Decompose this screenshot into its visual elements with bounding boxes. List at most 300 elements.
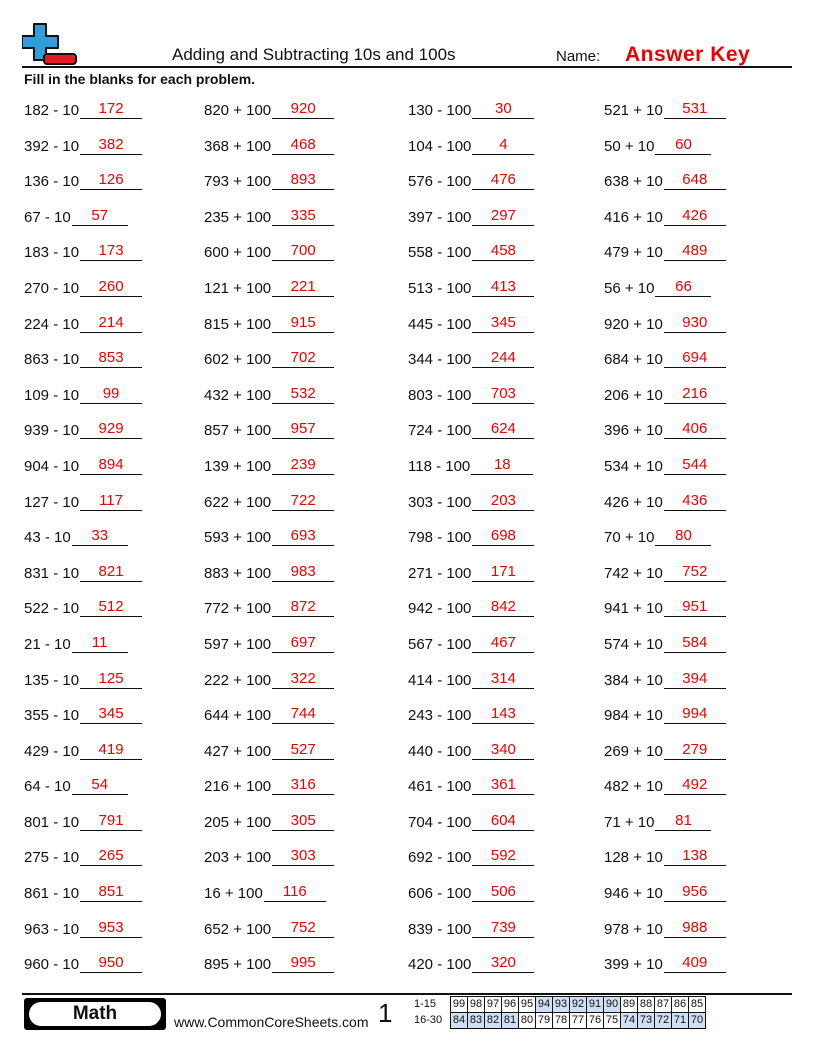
key-cell: 79 xyxy=(536,1013,553,1029)
answer-blank[interactable]: 382 xyxy=(80,137,142,155)
key-cell: 99 xyxy=(451,997,468,1013)
problem-question: 183 - 10 xyxy=(24,244,80,262)
problem xyxy=(408,848,534,866)
problem-question: 269 + 10 xyxy=(604,742,663,760)
answer-blank[interactable]: 171 xyxy=(472,564,534,582)
answer-blank[interactable]: 604 xyxy=(472,813,534,831)
problem xyxy=(408,884,534,902)
answer-blank[interactable]: 994 xyxy=(664,706,726,724)
answer-blank[interactable]: 18 xyxy=(471,457,533,475)
problem xyxy=(604,955,726,973)
problem-question: 801 - 10 xyxy=(24,813,80,831)
problem-question: 820 + 100 xyxy=(204,102,272,119)
answer-blank[interactable]: 468 xyxy=(272,137,334,155)
answer-blank[interactable]: 81 xyxy=(655,813,711,831)
problem-question: 128 + 10 xyxy=(604,849,663,867)
problem-question: 600 + 100 xyxy=(204,244,272,262)
answer-blank[interactable]: 335 xyxy=(272,208,334,226)
answer-blank[interactable]: 492 xyxy=(664,777,726,795)
answer-blank[interactable]: 506 xyxy=(472,884,534,902)
problem xyxy=(204,315,334,333)
answer-blank[interactable]: 173 xyxy=(80,243,142,261)
problem xyxy=(204,599,334,617)
problem xyxy=(604,706,726,724)
answer-blank[interactable]: 305 xyxy=(272,813,334,831)
problem-question: 793 + 100 xyxy=(204,173,272,191)
problem xyxy=(204,386,334,404)
problem-question: 445 - 100 xyxy=(408,315,472,333)
answer-blank[interactable]: 426 xyxy=(664,208,726,226)
problem xyxy=(204,777,334,795)
problem xyxy=(24,920,142,938)
key-cell: 82 xyxy=(485,1013,502,1029)
answer-blank[interactable]: 584 xyxy=(664,635,726,653)
problem-question: 355 - 10 xyxy=(24,707,80,725)
answer-blank[interactable]: 322 xyxy=(272,671,334,689)
problem-question: 222 + 100 xyxy=(204,671,272,689)
key-cell: 78 xyxy=(553,1013,570,1029)
answer-blank[interactable]: 703 xyxy=(472,386,534,404)
problem xyxy=(24,137,142,155)
problem xyxy=(24,955,142,973)
key-cell: 70 xyxy=(689,1013,706,1029)
key-cell: 93 xyxy=(553,997,570,1013)
subject-badge xyxy=(24,998,166,1030)
answer-blank[interactable]: 752 xyxy=(664,564,726,582)
answer-blank[interactable]: 345 xyxy=(80,706,142,724)
answer-blank[interactable]: 693 xyxy=(272,528,334,546)
problem-row xyxy=(24,381,804,417)
problem-question: 127 - 10 xyxy=(24,493,80,511)
problem-row xyxy=(24,737,804,773)
key-cell: 77 xyxy=(570,1013,587,1029)
problem-question: 772 + 100 xyxy=(204,600,272,618)
problem xyxy=(204,742,334,760)
problem-question: 121 + 100 xyxy=(204,279,272,297)
problem-row xyxy=(24,808,804,844)
problem-question: 576 - 100 xyxy=(408,173,472,191)
problem xyxy=(408,564,534,582)
answer-blank[interactable]: 983 xyxy=(272,564,334,582)
answer-blank[interactable]: 117 xyxy=(80,493,142,511)
answer-blank[interactable]: 203 xyxy=(472,493,534,511)
problem-question: 742 + 10 xyxy=(604,564,663,582)
problem xyxy=(408,315,534,333)
answer-blank[interactable]: 592 xyxy=(472,848,534,866)
problem-question: 414 - 100 xyxy=(408,671,472,689)
problem xyxy=(204,493,334,511)
problem-question: 978 + 10 xyxy=(604,920,663,938)
answer-blank[interactable]: 893 xyxy=(272,172,334,190)
answer-blank[interactable]: 700 xyxy=(272,243,334,261)
answer-blank[interactable]: 221 xyxy=(272,279,334,297)
answer-blank[interactable]: 239 xyxy=(272,457,334,475)
problem xyxy=(24,243,142,261)
problem xyxy=(408,279,534,297)
answer-blank[interactable]: 915 xyxy=(272,315,334,333)
problem-question: 798 - 100 xyxy=(408,529,472,547)
problem-question: 942 - 100 xyxy=(408,600,472,618)
problem xyxy=(204,884,326,902)
answer-blank[interactable]: 33 xyxy=(72,528,128,546)
problem-question: 216 + 100 xyxy=(204,778,272,796)
problem xyxy=(408,920,534,938)
problem-question: 839 - 100 xyxy=(408,920,472,938)
answer-blank[interactable]: 739 xyxy=(472,920,534,938)
problem-question: 235 + 100 xyxy=(204,208,272,226)
problem xyxy=(408,813,534,831)
problem-question: 831 - 10 xyxy=(24,564,80,582)
name-label: Name: xyxy=(556,48,601,65)
problem-question: 724 - 100 xyxy=(408,422,472,440)
problem-question: 71 + 10 xyxy=(604,813,655,831)
problem xyxy=(24,884,142,902)
problem-question: 109 - 10 xyxy=(24,386,80,404)
answer-blank[interactable]: 66 xyxy=(655,279,711,297)
problem xyxy=(24,528,128,546)
answer-blank[interactable]: 409 xyxy=(664,955,726,973)
answer-blank[interactable]: 722 xyxy=(272,493,334,511)
problem-question: 606 - 100 xyxy=(408,885,472,903)
answer-blank[interactable]: 791 xyxy=(80,813,142,831)
problem-row xyxy=(24,452,804,488)
answer-blank[interactable]: 894 xyxy=(80,457,142,475)
answer-blank[interactable]: 821 xyxy=(80,564,142,582)
problem xyxy=(604,137,711,155)
problem-question: 135 - 10 xyxy=(24,671,80,689)
problem xyxy=(24,777,128,795)
problem-question: 136 - 10 xyxy=(24,173,80,191)
answer-blank[interactable]: 951 xyxy=(664,599,726,617)
answer-blank[interactable]: 752 xyxy=(272,920,334,938)
problem xyxy=(604,457,726,475)
key-cell: 81 xyxy=(502,1013,519,1029)
problem-question: 920 + 10 xyxy=(604,315,663,333)
answer-blank[interactable]: 80 xyxy=(655,528,711,546)
problem-question: 513 - 100 xyxy=(408,279,472,297)
key-table-row xyxy=(451,1013,706,1029)
answer-blank[interactable]: 126 xyxy=(80,172,142,190)
problem-question: 182 - 10 xyxy=(24,102,80,119)
problem xyxy=(604,208,726,226)
answer-blank[interactable]: 345 xyxy=(472,315,534,333)
answer-blank[interactable]: 698 xyxy=(472,528,534,546)
problem xyxy=(604,386,726,404)
problem-question: 243 - 100 xyxy=(408,707,472,725)
problem xyxy=(24,457,142,475)
problem-row xyxy=(24,345,804,381)
problem-question: 429 - 10 xyxy=(24,742,80,760)
key-cell: 75 xyxy=(604,1013,621,1029)
answer-blank[interactable]: 436 xyxy=(664,493,726,511)
problem xyxy=(604,101,726,119)
answer-blank[interactable]: 244 xyxy=(472,350,534,368)
key-row-label: 16-30 xyxy=(414,1014,443,1026)
key-cell: 80 xyxy=(519,1013,536,1029)
problem xyxy=(204,671,334,689)
problem xyxy=(24,706,142,724)
answer-blank[interactable]: 11 xyxy=(72,635,128,653)
problem-question: 574 + 10 xyxy=(604,635,663,653)
problem-question: 652 + 100 xyxy=(204,920,272,938)
answer-blank[interactable]: 851 xyxy=(80,884,142,902)
problem xyxy=(24,172,142,190)
answer-blank[interactable]: 303 xyxy=(272,848,334,866)
answer-blank[interactable]: 214 xyxy=(80,315,142,333)
answer-blank[interactable]: 527 xyxy=(272,742,334,760)
answer-blank[interactable]: 532 xyxy=(272,386,334,404)
problem-question: 946 + 10 xyxy=(604,885,663,903)
answer-blank[interactable]: 956 xyxy=(664,884,726,902)
problem xyxy=(204,243,334,261)
answer-blank[interactable]: 702 xyxy=(272,350,334,368)
problem-question: 883 + 100 xyxy=(204,564,272,582)
problem xyxy=(604,315,726,333)
answer-blank[interactable]: 394 xyxy=(664,671,726,689)
problem xyxy=(408,955,534,973)
problem-question: 963 - 10 xyxy=(24,920,80,938)
answer-blank[interactable]: 316 xyxy=(272,777,334,795)
problem-question: 368 + 100 xyxy=(204,137,272,155)
problem-question: 206 + 10 xyxy=(604,386,663,404)
problem-question: 960 - 10 xyxy=(24,956,80,974)
key-table-row xyxy=(451,997,706,1013)
problem xyxy=(408,671,534,689)
problem xyxy=(24,279,142,297)
answer-key-row-labels xyxy=(414,996,442,1028)
problem xyxy=(408,599,534,617)
problem xyxy=(408,101,534,119)
problem xyxy=(408,742,534,760)
answer-blank[interactable]: 260 xyxy=(80,279,142,297)
answer-blank[interactable]: 419 xyxy=(80,742,142,760)
problem-row xyxy=(24,310,804,346)
problem xyxy=(408,777,534,795)
answer-blank[interactable]: 950 xyxy=(80,955,142,973)
problem-question: 16 + 100 xyxy=(204,885,263,903)
problem xyxy=(204,813,334,831)
answer-blank[interactable]: 216 xyxy=(664,386,726,404)
problem-question: 21 - 10 xyxy=(24,635,71,653)
key-cell: 94 xyxy=(536,997,553,1013)
problem xyxy=(24,848,142,866)
problem-question: 815 + 100 xyxy=(204,315,272,333)
answer-blank[interactable]: 60 xyxy=(655,137,711,155)
subject-label: Math xyxy=(29,1002,161,1026)
answer-blank[interactable]: 476 xyxy=(472,172,534,190)
answer-blank[interactable]: 694 xyxy=(664,350,726,368)
answer-blank[interactable]: 920 xyxy=(272,101,334,119)
problem-question: 224 - 10 xyxy=(24,315,80,333)
key-cell: 76 xyxy=(587,1013,604,1029)
problem-question: 203 + 100 xyxy=(204,849,272,867)
key-cell: 86 xyxy=(672,997,689,1013)
problem xyxy=(24,564,142,582)
problem xyxy=(604,884,726,902)
answer-blank[interactable]: 138 xyxy=(664,848,726,866)
problem-question: 622 + 100 xyxy=(204,493,272,511)
problem xyxy=(24,742,142,760)
problem-question: 593 + 100 xyxy=(204,529,272,547)
answer-blank[interactable]: 512 xyxy=(80,599,142,617)
problem-question: 399 + 10 xyxy=(604,956,663,974)
problem xyxy=(604,671,726,689)
problem xyxy=(408,493,534,511)
problem-question: 861 - 10 xyxy=(24,885,80,903)
problem-question: 432 + 100 xyxy=(204,386,272,404)
problem xyxy=(604,848,726,866)
answer-blank[interactable]: 116 xyxy=(264,884,326,902)
problem xyxy=(604,920,726,938)
problem-question: 597 + 100 xyxy=(204,635,272,653)
problem xyxy=(204,635,334,653)
answer-blank[interactable]: 406 xyxy=(664,421,726,439)
problem-row xyxy=(24,132,804,168)
answer-blank[interactable]: 57 xyxy=(72,208,128,226)
answer-blank[interactable]: 624 xyxy=(472,421,534,439)
problem xyxy=(204,172,334,190)
problem-question: 70 + 10 xyxy=(604,529,655,547)
problem-question: 704 - 100 xyxy=(408,813,472,831)
problem-question: 427 + 100 xyxy=(204,742,272,760)
problem xyxy=(408,350,534,368)
answer-blank[interactable]: 125 xyxy=(80,671,142,689)
problem xyxy=(408,243,534,261)
problem-grid xyxy=(24,96,804,986)
answer-blank[interactable]: 544 xyxy=(664,457,726,475)
problem xyxy=(604,742,726,760)
problem xyxy=(24,421,142,439)
problem-question: 684 + 10 xyxy=(604,351,663,369)
answer-blank[interactable]: 4 xyxy=(472,137,534,155)
answer-blank[interactable]: 297 xyxy=(472,208,534,226)
problem xyxy=(204,457,334,475)
problem-question: 271 - 100 xyxy=(408,564,472,582)
problem xyxy=(204,279,334,297)
problem xyxy=(604,243,726,261)
problem-question: 397 - 100 xyxy=(408,208,472,226)
key-cell: 74 xyxy=(621,1013,638,1029)
problem-question: 270 - 10 xyxy=(24,279,80,297)
problem-question: 558 - 100 xyxy=(408,244,472,262)
problem xyxy=(24,671,142,689)
problem-question: 43 - 10 xyxy=(24,529,71,547)
problem-row xyxy=(24,879,804,915)
answer-blank[interactable]: 531 xyxy=(664,101,726,119)
problem xyxy=(24,493,142,511)
answer-blank[interactable]: 361 xyxy=(472,777,534,795)
problem xyxy=(408,635,534,653)
problem-question: 104 - 100 xyxy=(408,137,472,155)
answer-blank[interactable]: 988 xyxy=(664,920,726,938)
answer-blank[interactable]: 143 xyxy=(472,706,534,724)
answer-blank[interactable]: 320 xyxy=(472,955,534,973)
answer-blank[interactable]: 872 xyxy=(272,599,334,617)
problem xyxy=(24,208,128,226)
problem-question: 56 + 10 xyxy=(604,279,655,297)
problem xyxy=(204,137,334,155)
problem-question: 482 + 10 xyxy=(604,778,663,796)
answer-blank[interactable]: 30 xyxy=(472,101,534,119)
problem-question: 534 + 10 xyxy=(604,457,663,475)
answer-blank[interactable]: 340 xyxy=(472,742,534,760)
problem xyxy=(24,813,142,831)
answer-blank[interactable]: 489 xyxy=(664,243,726,261)
answer-blank[interactable]: 265 xyxy=(80,848,142,866)
key-cell: 96 xyxy=(502,997,519,1013)
key-cell: 91 xyxy=(587,997,604,1013)
answer-blank[interactable]: 744 xyxy=(272,706,334,724)
problem-question: 440 - 100 xyxy=(408,742,472,760)
problem-question: 941 + 10 xyxy=(604,600,663,618)
problem-row xyxy=(24,203,804,239)
answer-blank[interactable]: 648 xyxy=(664,172,726,190)
problem-question: 384 + 10 xyxy=(604,671,663,689)
problem xyxy=(604,350,726,368)
problem xyxy=(24,599,142,617)
problem-question: 392 - 10 xyxy=(24,137,80,155)
problem-question: 67 - 10 xyxy=(24,208,71,226)
problem xyxy=(604,493,726,511)
answer-blank[interactable]: 697 xyxy=(272,635,334,653)
problem xyxy=(24,101,142,119)
answer-blank[interactable]: 995 xyxy=(272,955,334,973)
problem-row xyxy=(24,238,804,274)
problem-row xyxy=(24,96,804,132)
key-cell: 73 xyxy=(638,1013,655,1029)
problem-question: 275 - 10 xyxy=(24,849,80,867)
answer-blank[interactable]: 54 xyxy=(72,777,128,795)
key-cell: 95 xyxy=(519,997,536,1013)
problem-row xyxy=(24,772,804,808)
page-title: Adding and Subtracting 10s and 100s xyxy=(172,45,456,64)
key-cell: 98 xyxy=(468,997,485,1013)
problem xyxy=(408,706,534,724)
problem-question: 50 + 10 xyxy=(604,137,655,155)
instructions: Fill in the blanks for each problem. xyxy=(24,71,256,87)
key-cell: 89 xyxy=(621,997,638,1013)
problem-row xyxy=(24,666,804,702)
answer-blank[interactable]: 314 xyxy=(472,671,534,689)
answer-blank[interactable]: 279 xyxy=(664,742,726,760)
answer-blank[interactable]: 853 xyxy=(80,350,142,368)
problem-question: 522 - 10 xyxy=(24,600,80,618)
problem-question: 692 - 100 xyxy=(408,849,472,867)
answer-blank[interactable]: 413 xyxy=(472,279,534,297)
answer-blank[interactable]: 953 xyxy=(80,920,142,938)
answer-blank[interactable]: 467 xyxy=(472,635,534,653)
score-key-table xyxy=(450,996,706,1029)
answer-blank[interactable]: 458 xyxy=(472,243,534,261)
key-cell: 72 xyxy=(655,1013,672,1029)
answer-key-label: Answer Key xyxy=(625,43,751,66)
problem-question: 863 - 10 xyxy=(24,351,80,369)
problem xyxy=(204,955,334,973)
answer-blank[interactable]: 957 xyxy=(272,421,334,439)
key-cell: 88 xyxy=(638,997,655,1013)
problem-question: 130 - 100 xyxy=(408,102,472,119)
answer-blank[interactable]: 172 xyxy=(80,101,142,119)
answer-blank[interactable]: 842 xyxy=(472,599,534,617)
problem-question: 567 - 100 xyxy=(408,635,472,653)
key-cell: 97 xyxy=(485,997,502,1013)
problem xyxy=(604,564,726,582)
problem-question: 895 + 100 xyxy=(204,956,272,974)
answer-blank[interactable]: 929 xyxy=(80,421,142,439)
problem-row xyxy=(24,950,804,986)
answer-blank[interactable]: 930 xyxy=(664,315,726,333)
answer-blank[interactable]: 99 xyxy=(80,386,142,404)
